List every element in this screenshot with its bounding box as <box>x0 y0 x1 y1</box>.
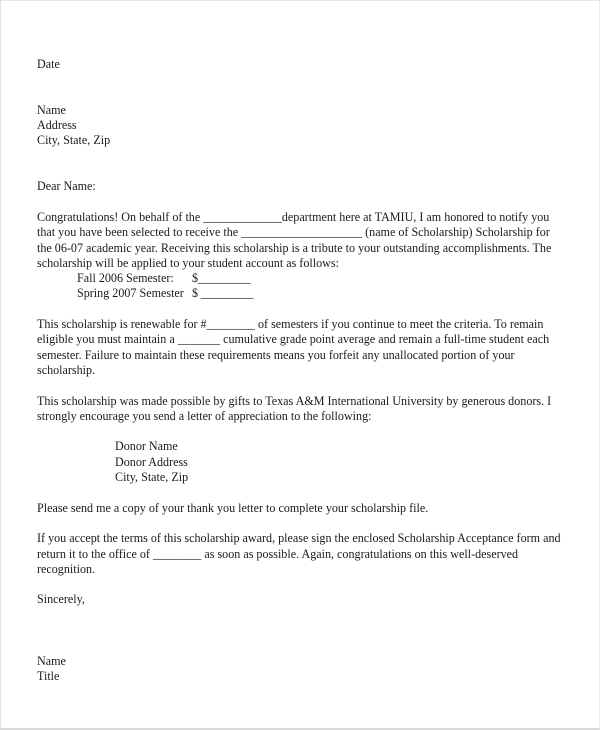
signature-space <box>37 608 563 654</box>
signer-title: Title <box>37 668 60 683</box>
spacer <box>37 149 563 180</box>
donor-address-block <box>37 439 563 485</box>
award-row <box>77 286 563 301</box>
spacer <box>37 577 563 592</box>
award-term: Spring 2007 Semester <box>77 286 184 301</box>
spacer <box>37 302 563 317</box>
donor-address: Donor Address <box>115 454 188 469</box>
signature-block <box>37 654 563 685</box>
spacer <box>37 516 563 531</box>
recipient-address: Address <box>37 118 77 133</box>
spacer <box>37 72 563 103</box>
paragraph-thank-you-copy: Please send me a copy of your thank you letter to complete your scholarship file. <box>37 500 429 515</box>
spacer <box>37 485 563 500</box>
award-amount: $_________ <box>192 271 251 286</box>
recipient-city-state-zip: City, State, Zip <box>37 133 111 148</box>
donor-name: Donor Name <box>115 439 178 454</box>
paragraph-renewal-terms: This scholarship is renewable for #________ of semesters if you continue to meet the criteria. To remain eligible you must maintain a _______ cumulative grade point average and remain a full-time student each semester. Failure to maintain these requirements means you forfeit any unallocated portion of your scholarship. <box>37 317 550 377</box>
paragraph-donor-gift: This scholarship was made possible by gifts to Texas A&M International University by generous donors. I strongly encourage you send a letter of appreciation to the following: <box>37 393 552 423</box>
award-amounts-block <box>37 271 563 302</box>
recipient-name: Name <box>37 102 66 117</box>
award-term: Fall 2006 Semester: <box>77 271 174 286</box>
spacer <box>37 424 563 439</box>
paragraph-congratulations: Congratulations! On behalf of the _____________department here at TAMIU, I am honored to notify you that you have been selected to receive the ____________________ (name of Scholarship) Scholarship for the 06-07 academic year. Receiving this scholarship is a tribute to your outstanding accomplishments. The scholarship will be applied to your student account as follows: <box>37 209 552 270</box>
award-amount: $ _________ <box>192 286 254 301</box>
recipient-address-block <box>37 103 563 149</box>
letter-body <box>37 57 563 684</box>
spacer <box>37 195 563 210</box>
salutation: Dear Name: <box>37 179 96 194</box>
donor-city-state-zip: City, State, Zip <box>115 470 189 485</box>
date-line: Date <box>37 57 60 71</box>
signer-name: Name <box>37 653 66 668</box>
award-row <box>77 271 563 286</box>
valediction: Sincerely, <box>37 592 85 607</box>
paragraph-acceptance-form: If you accept the terms of this scholarship award, please sign the enclosed Scholarship Acceptance form and return it to the office of ________ as soon as possible. Again, congratulations on this well-deserved recognition. <box>37 531 561 576</box>
spacer <box>37 378 563 393</box>
